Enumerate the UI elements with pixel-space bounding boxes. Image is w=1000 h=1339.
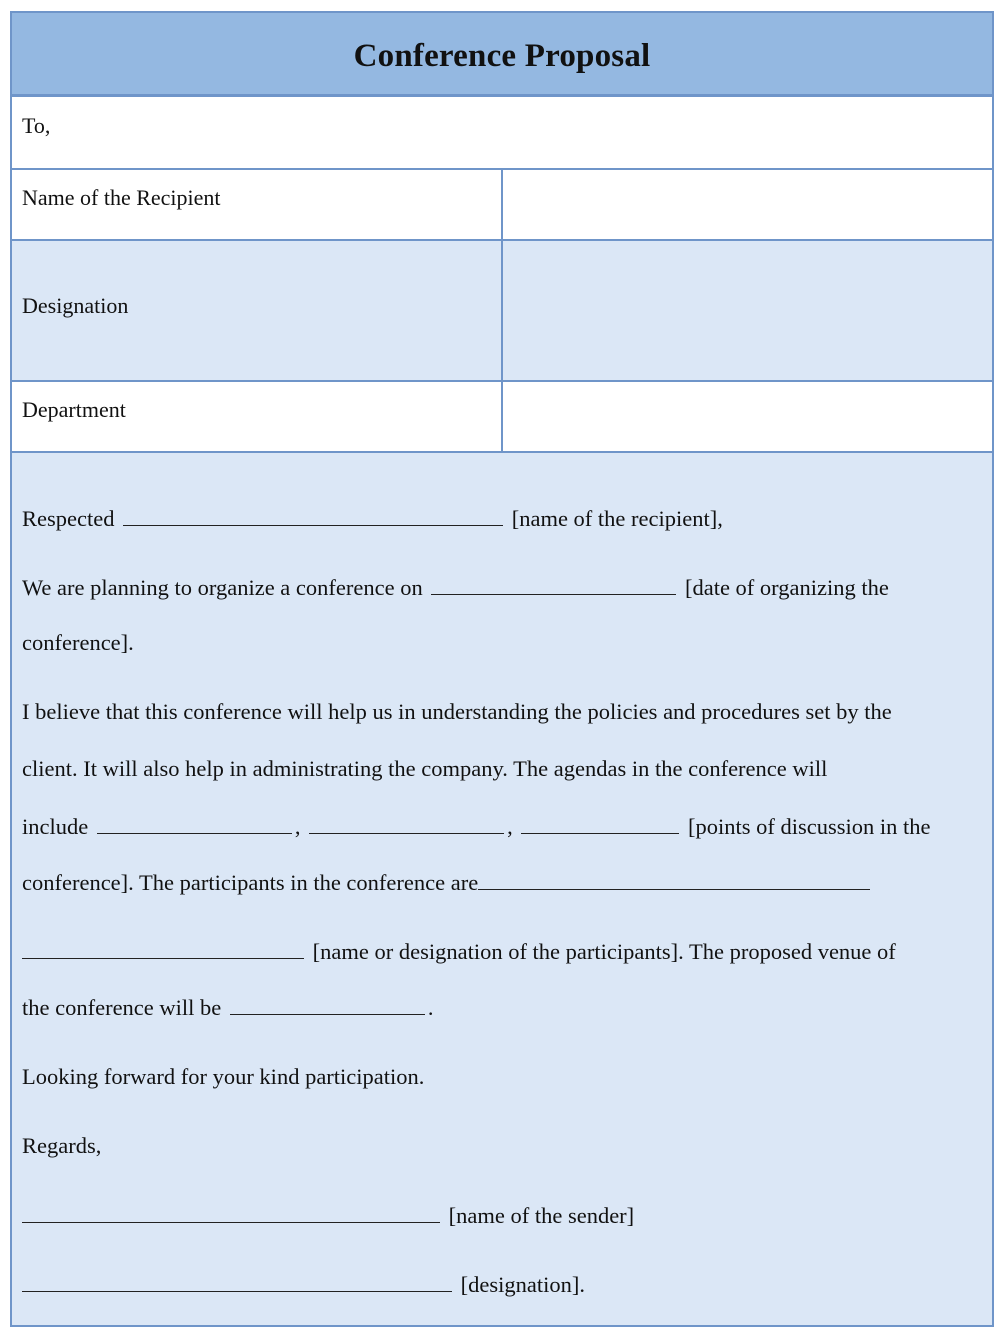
closing-text: Looking forward for your kind participation. (22, 1064, 425, 1089)
designation-row (12, 241, 992, 382)
paragraph2-line1 (22, 699, 892, 725)
include-text: include (22, 814, 89, 839)
participants-blank (478, 869, 870, 890)
points-hint: [points of discussion in the (687, 814, 931, 839)
salutation-line (22, 505, 723, 532)
conference-proposal-form (10, 11, 994, 1327)
sender-hint: [name of the sender] (448, 1203, 635, 1228)
sender-blank (22, 1202, 440, 1223)
participants-text: conference]. The participants in the conference are (22, 870, 479, 895)
p1-text-end: conference]. (22, 630, 134, 655)
salutation-prefix: Respected (22, 506, 115, 531)
paragraph2-line2 (22, 756, 827, 782)
recipient-blank (123, 505, 503, 526)
department-row (12, 382, 992, 453)
paragraph2-line4 (22, 869, 873, 896)
period: . (427, 995, 434, 1020)
department-label: Department (22, 397, 126, 422)
date-hint: [date of organizing the (684, 575, 889, 600)
column-divider (501, 241, 503, 380)
recipient-name-label: Name of the Recipient (22, 185, 221, 210)
venue-text: the conference will be (22, 995, 222, 1020)
agenda-blank-1 (97, 813, 292, 834)
paragraph1-line2 (22, 630, 134, 656)
designation-label: Designation (22, 293, 129, 318)
participants-blank-2 (22, 938, 304, 959)
agenda-blank-2 (309, 813, 504, 834)
p2-line2-text: client. It will also help in administrating the company. The agendas in the conference will (22, 756, 828, 781)
p1-text: We are planning to organize a conference on (22, 575, 423, 600)
paragraph2-line6 (22, 994, 434, 1021)
paragraph2-line5 (22, 938, 896, 965)
designation-blank (22, 1271, 452, 1292)
venue-blank (230, 994, 425, 1015)
paragraph1-line1 (22, 574, 889, 601)
column-divider (501, 170, 503, 239)
designation-line (22, 1271, 585, 1298)
document-title: Conference Proposal (353, 38, 651, 74)
date-blank (431, 574, 676, 595)
comma: , (507, 814, 513, 839)
recipient-name-row (12, 170, 992, 241)
paragraph2-line3 (22, 813, 930, 840)
to-row (12, 97, 992, 170)
comma: , (294, 814, 301, 839)
to-label: To, (22, 113, 51, 138)
regards-line (22, 1133, 101, 1159)
title-bar (12, 13, 992, 97)
p2-line1-text: I believe that this conference will help us in understanding the policies and procedures set by the (22, 699, 892, 724)
agenda-blank-3 (521, 813, 679, 834)
column-divider (501, 382, 503, 451)
participants-hint: [name or designation of the participants]. The proposed venue of (312, 939, 896, 964)
sender-line (22, 1202, 634, 1229)
designation-hint: [designation]. (460, 1272, 585, 1297)
salutation-hint: [name of the recipient], (511, 506, 723, 531)
closing-line (22, 1064, 424, 1090)
regards-text: Regards, (22, 1133, 102, 1158)
